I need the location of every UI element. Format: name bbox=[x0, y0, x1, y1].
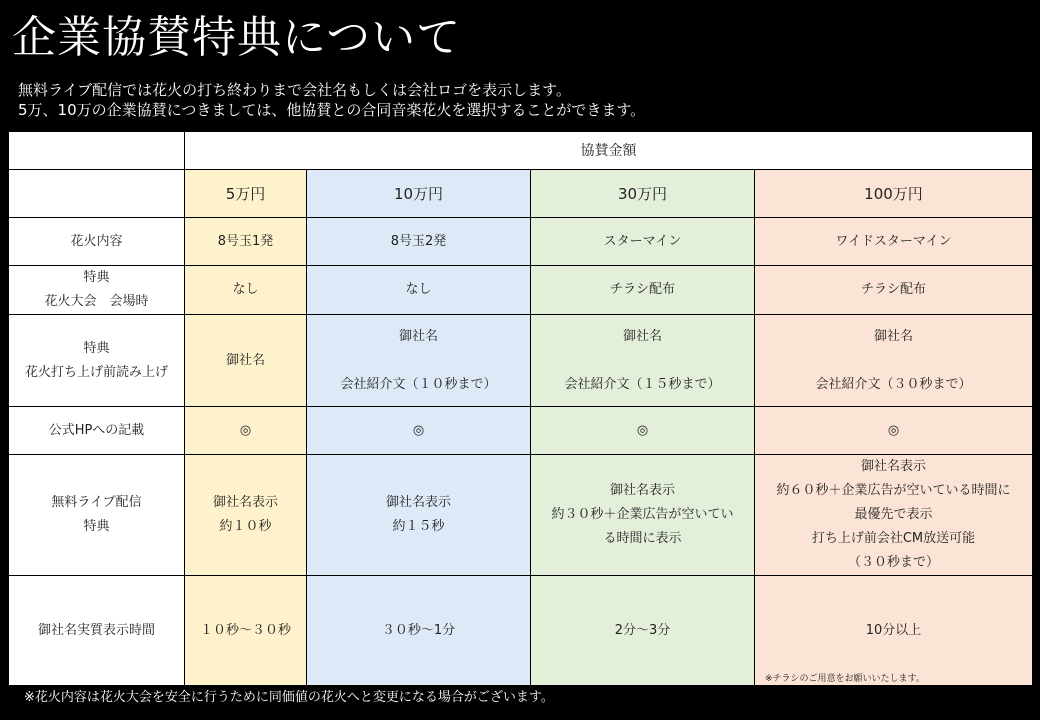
cell-line: ◎ bbox=[239, 422, 252, 438]
row-label bbox=[9, 218, 185, 266]
tier-cell bbox=[307, 218, 531, 266]
cell-line: ◎ bbox=[887, 422, 900, 438]
tier-cell bbox=[755, 455, 1033, 576]
tier-cell bbox=[307, 407, 531, 455]
cell-line: 約１０秒 bbox=[219, 519, 272, 534]
sponsorship-amount-header: 協賛金額 bbox=[185, 132, 1033, 170]
table-row bbox=[9, 455, 1033, 576]
corner-cell bbox=[9, 132, 185, 170]
row-label-line: 特典 bbox=[83, 340, 110, 356]
tier-row bbox=[9, 170, 1033, 218]
tier-cell bbox=[185, 266, 307, 315]
table-row bbox=[9, 218, 1033, 266]
row-label-line: 花火大会 会場時 bbox=[44, 294, 149, 309]
tier-cell bbox=[755, 315, 1033, 407]
cell-line: 御社名表示 bbox=[609, 483, 675, 498]
tier-header: 5万円 bbox=[185, 170, 307, 218]
intro-line: 5万、10万の企業協賛につきましては、他協賛との合同音楽花火を選択することができます。 bbox=[18, 101, 646, 119]
tier-cell bbox=[531, 315, 755, 407]
tier-cell bbox=[531, 576, 755, 686]
cell-line: 2分～3分 bbox=[614, 622, 671, 638]
intro-text bbox=[18, 80, 645, 120]
row-label bbox=[9, 455, 185, 576]
cell-line: ワイドスターマイン bbox=[835, 233, 952, 249]
cell-line: 御社名 bbox=[225, 352, 265, 368]
tier-cell bbox=[185, 315, 307, 407]
tier-cell bbox=[307, 576, 531, 686]
tier-cell bbox=[755, 218, 1033, 266]
cell-line: 御社名 bbox=[398, 328, 438, 344]
tier-cell bbox=[307, 266, 531, 315]
cell-line: なし bbox=[232, 282, 259, 297]
cell-line: なし bbox=[405, 282, 432, 297]
cell-line: チラシ配布 bbox=[609, 282, 675, 297]
tier-header: 10万円 bbox=[307, 170, 531, 218]
row-label-line: 公式HPへの記載 bbox=[48, 422, 145, 438]
row-label-line: 無料ライブ配信 bbox=[51, 495, 142, 510]
tier-cell bbox=[185, 407, 307, 455]
row-label bbox=[9, 576, 185, 686]
cell-line: スターマイン bbox=[603, 233, 682, 249]
table-row bbox=[9, 266, 1033, 315]
tier-cell bbox=[755, 576, 1033, 686]
cell-line: チラシ配布 bbox=[860, 282, 926, 297]
tier-cell bbox=[531, 218, 755, 266]
intro-line: 無料ライブ配信では花火の打ち終わりまで会社名もしくは会社ロゴを表示します。 bbox=[18, 81, 571, 99]
cell-line: 御社名表示 bbox=[860, 459, 926, 474]
tier-cell bbox=[531, 266, 755, 315]
tier-cell bbox=[307, 315, 531, 407]
tier-cell bbox=[755, 407, 1033, 455]
row-label-line: 特典 bbox=[83, 519, 110, 534]
page-title: 企業協賛特典について bbox=[12, 12, 462, 63]
cell-line: 8号玉1発 bbox=[217, 233, 274, 249]
cell-line: 約３０秒＋企業広告が空いてい bbox=[551, 507, 734, 522]
cell-line: ３０秒～1分 bbox=[381, 622, 456, 638]
table-header-row bbox=[9, 132, 1033, 170]
row-label bbox=[9, 266, 185, 315]
tier-cell bbox=[531, 455, 755, 576]
cell-line: 御社名 bbox=[873, 328, 913, 344]
row-label-line: 花火打ち上げ前読み上げ bbox=[24, 364, 168, 380]
cell-line: 10分以上 bbox=[865, 622, 922, 638]
row-label-line: 御社名実質表示時間 bbox=[37, 622, 155, 638]
tier-cell bbox=[185, 455, 307, 576]
sponsorship-table bbox=[8, 131, 1033, 686]
cell-line: 御社名表示 bbox=[212, 495, 278, 510]
cell-line: 会社紹介文（１５秒まで） bbox=[564, 376, 721, 392]
cell-line: 会社紹介文（３０秒まで） bbox=[815, 376, 972, 392]
tier-cell bbox=[307, 455, 531, 576]
cell-line: 打ち上げ前会社CM放送可能 bbox=[811, 531, 976, 546]
row-label-line: 花火内容 bbox=[70, 233, 123, 249]
tier-cell bbox=[185, 576, 307, 686]
row-label bbox=[9, 407, 185, 455]
cell-line: 約６０秒＋企業広告が空いている時間に bbox=[776, 483, 1011, 498]
table-row bbox=[9, 315, 1033, 407]
cell-line: 御社名 bbox=[622, 328, 662, 344]
tier-cell bbox=[531, 407, 755, 455]
cell-line: ◎ bbox=[412, 422, 425, 438]
cell-line: 約１５秒 bbox=[392, 519, 445, 534]
tier-header: 30万円 bbox=[531, 170, 755, 218]
footnote: ※花火内容は花火大会を安全に行うために同価値の花火へと変更になる場合がございます。 bbox=[24, 690, 554, 705]
cell-line: る時間に表示 bbox=[603, 531, 682, 546]
cell-line: １０秒～３０秒 bbox=[199, 622, 291, 638]
cell-line: 最優先で表示 bbox=[854, 507, 933, 522]
corner-cell bbox=[9, 170, 185, 218]
tier-header: 100万円 bbox=[755, 170, 1033, 218]
tier-cell bbox=[185, 218, 307, 266]
cell-line: 御社名表示 bbox=[385, 495, 451, 510]
cell-line: （３０秒まで） bbox=[847, 555, 939, 570]
flyer-note: ※チラシのご用意をお願いいたします。 bbox=[765, 674, 925, 684]
row-label-line: 特典 bbox=[83, 270, 110, 285]
table-row bbox=[9, 407, 1033, 455]
table-row bbox=[9, 576, 1033, 686]
cell-line: 会社紹介文（１０秒まで） bbox=[340, 376, 497, 392]
tier-cell bbox=[755, 266, 1033, 315]
cell-line: 8号玉2発 bbox=[390, 233, 447, 249]
row-label bbox=[9, 315, 185, 407]
cell-line: ◎ bbox=[636, 422, 649, 438]
